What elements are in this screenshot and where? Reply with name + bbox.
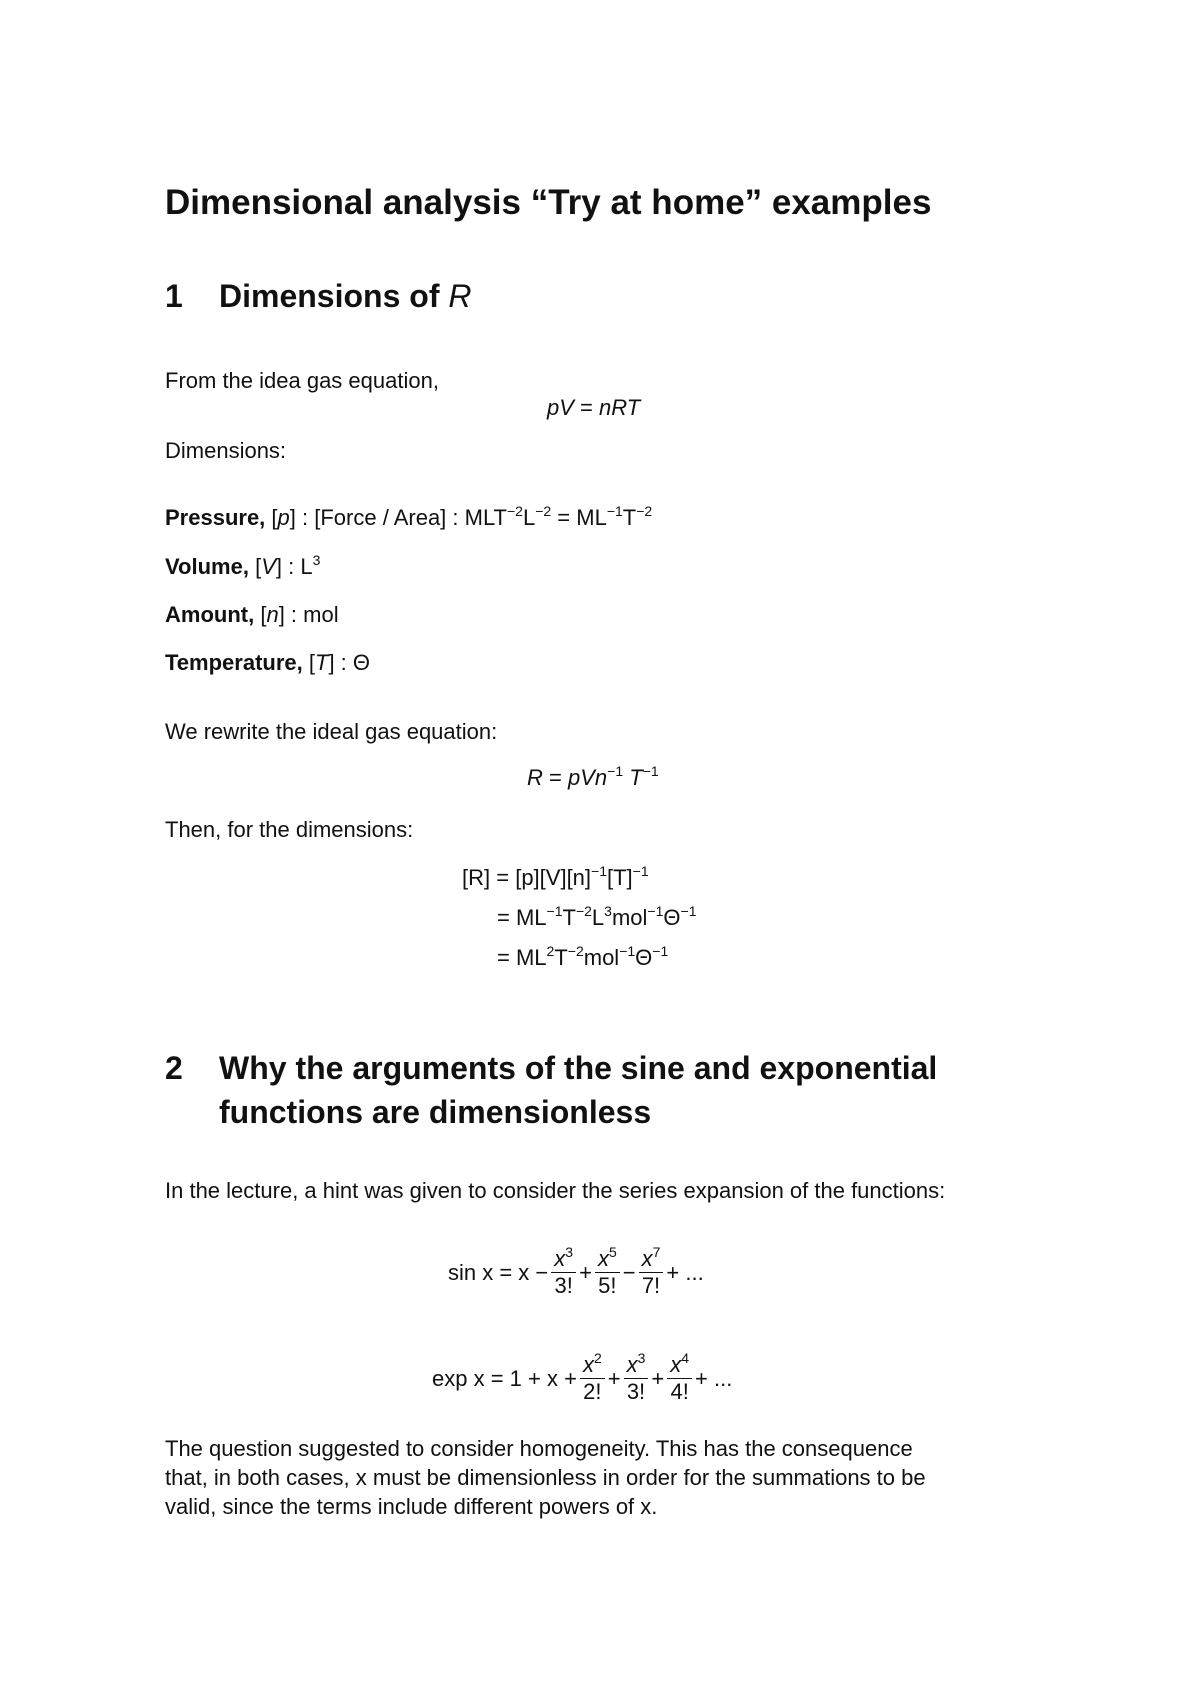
conclusion-paragraph xyxy=(165,1434,926,1521)
r-eq-pvn: pVn xyxy=(568,765,608,790)
deriv-1-a: [R] xyxy=(462,865,491,890)
sin-tail: + ... xyxy=(666,1259,704,1285)
derivation-line-3 xyxy=(497,945,668,971)
exp-term-3 xyxy=(667,1352,692,1405)
r-eq-exp-2: −1 xyxy=(642,763,659,779)
def-amount: Amount, [n] : mol xyxy=(165,602,339,627)
then-text: Then, for the dimensions: xyxy=(165,817,414,842)
exp-t2-exp: 3 xyxy=(637,1350,646,1366)
deriv-1-d: [T] xyxy=(607,865,633,890)
def-temperature: Temperature, [T] : Θ xyxy=(165,650,371,675)
r-equation xyxy=(527,765,659,791)
def-volume-exp: 3 xyxy=(312,552,321,568)
gas-eq-equals: = xyxy=(580,395,593,420)
exp-op-2: + xyxy=(651,1365,665,1391)
section-1-heading-symbol: R xyxy=(448,278,472,314)
deriv-2-e: L xyxy=(591,905,605,930)
deriv-2-b: −1 xyxy=(546,903,563,919)
sin-series xyxy=(448,1246,704,1299)
exp-t3-den: 4! xyxy=(670,1379,689,1404)
gas-eq-rhs: nRT xyxy=(599,395,641,420)
deriv-1-b: = [p][V][n] xyxy=(496,865,592,890)
exp-tail: + ... xyxy=(695,1365,733,1391)
deriv-2-c: T xyxy=(562,905,576,930)
deriv-3-h: −1 xyxy=(652,943,669,959)
deriv-2-j: −1 xyxy=(680,903,697,919)
exp-lead: exp x = 1 + x + xyxy=(432,1365,577,1391)
sin-t1-den: 3! xyxy=(554,1273,573,1298)
exp-t2-den: 3! xyxy=(626,1379,646,1404)
def-amount-symbol: n xyxy=(266,602,279,627)
derivation-line-1 xyxy=(462,865,649,891)
deriv-1-e: −1 xyxy=(632,863,649,879)
exp-t3-exp: 4 xyxy=(681,1350,690,1366)
rewrite-text: We rewrite the ideal gas equation: xyxy=(165,719,498,744)
def-pressure-base-2: L xyxy=(522,505,536,530)
dimensions-label: Dimensions: xyxy=(165,438,287,463)
r-eq-t: T xyxy=(629,765,643,790)
section-1-heading-text: Dimensions of xyxy=(219,278,440,314)
exp-t1-exp: 2 xyxy=(593,1350,602,1366)
deriv-2-g: mol xyxy=(611,905,648,930)
deriv-3-a: = ML xyxy=(497,945,547,970)
r-eq-lhs: R xyxy=(527,765,543,790)
def-volume-symbol: V xyxy=(261,554,276,579)
deriv-2-f: 3 xyxy=(604,903,612,919)
gas-eq-lhs: pV xyxy=(547,395,574,420)
section-1-heading xyxy=(165,278,471,315)
sin-op-2: − xyxy=(622,1259,636,1285)
document-title: Dimensional analysis “Try at home” examples xyxy=(165,183,932,222)
sin-t3-den: 7! xyxy=(641,1273,661,1298)
def-temperature-body: Θ xyxy=(352,650,371,675)
conclusion-line-2: that, in both cases, x must be dimensionless in order for the summations to be xyxy=(165,1465,926,1490)
deriv-2-i: Θ xyxy=(663,905,681,930)
def-volume-body: L xyxy=(300,554,313,579)
conclusion-line-1: The question suggested to consider homogeneity. This has the consequence xyxy=(165,1436,913,1461)
sin-t2-den: 5! xyxy=(598,1273,617,1298)
sin-term-1 xyxy=(551,1246,576,1299)
def-pressure-exp-3: −1 xyxy=(606,503,623,519)
section-2-number: 2 xyxy=(165,1050,183,1086)
def-pressure-base-4: T xyxy=(622,505,637,530)
exp-op-1: + xyxy=(607,1365,621,1391)
exp-t1-num: x xyxy=(582,1352,594,1377)
exp-t3-num: x xyxy=(670,1352,682,1377)
def-pressure-exp-2: −2 xyxy=(535,503,552,519)
section-2-heading-line-1: Why the arguments of the sine and exponential xyxy=(219,1050,938,1086)
deriv-1-c: −1 xyxy=(591,863,607,879)
def-pressure-base-3: = ML xyxy=(551,505,607,530)
deriv-2-h: −1 xyxy=(647,903,664,919)
sin-op-1: + xyxy=(579,1259,592,1285)
deriv-3-e: mol xyxy=(583,945,620,970)
exp-t1-den: 2! xyxy=(583,1379,602,1404)
sin-t2-num: x xyxy=(597,1246,609,1271)
sin-term-2 xyxy=(595,1246,620,1299)
sin-t2-exp: 5 xyxy=(608,1244,617,1260)
def-pressure-name: Pressure, xyxy=(165,505,266,530)
sin-t3-exp: 7 xyxy=(652,1244,661,1260)
section-2-heading xyxy=(165,1046,937,1134)
def-volume: Volume, [V] : $L^3$ xyxy=(165,552,321,579)
exp-series xyxy=(432,1352,732,1405)
deriv-3-g: Θ xyxy=(635,945,653,970)
def-volume-name: Volume, xyxy=(165,554,249,579)
sin-t1-exp: 3 xyxy=(565,1244,574,1260)
r-eq-exp-1: −1 xyxy=(607,763,624,779)
def-pressure-exp-1: −2 xyxy=(507,503,523,519)
def-pressure: Pressure, [p] : [Force / Area] : $MLT^{-2}L^{-2} = ML^{-1}T^{-2}$ xyxy=(165,503,653,530)
exp-term-1 xyxy=(580,1352,605,1405)
section-1-number: 1 xyxy=(165,278,183,314)
gas-equation xyxy=(547,395,640,421)
derivation-line-2 xyxy=(497,905,696,931)
r-eq-equals: = xyxy=(549,765,562,790)
deriv-3-f: −1 xyxy=(619,943,636,959)
section-1-intro: From the idea gas equation, xyxy=(165,368,439,393)
deriv-2-a: = ML xyxy=(497,905,547,930)
sin-lead: sin x = x − xyxy=(448,1259,549,1285)
conclusion-line-3: valid, since the terms include different powers of x. xyxy=(165,1494,658,1519)
def-pressure-body: [Force / Area] : MLT xyxy=(314,505,507,530)
sin-t3-num: x xyxy=(641,1246,653,1271)
section-2-intro: In the lecture, a hint was given to consider the series expansion of the functions: xyxy=(165,1178,946,1203)
sin-term-3 xyxy=(639,1246,664,1299)
section-2-heading-line-2: functions are dimensionless xyxy=(219,1094,652,1130)
exp-t2-num: x xyxy=(626,1352,638,1377)
def-pressure-symbol: p xyxy=(277,505,290,530)
def-temperature-name: Temperature, xyxy=(165,650,303,675)
deriv-3-b: 2 xyxy=(546,943,555,959)
def-pressure-exp-4: −2 xyxy=(636,503,653,519)
deriv-3-d: −2 xyxy=(567,943,584,959)
def-amount-name: Amount, xyxy=(165,602,255,627)
sin-t1-num: x xyxy=(554,1246,566,1271)
def-amount-body: mol xyxy=(303,602,339,627)
def-temperature-symbol: T xyxy=(314,650,329,675)
exp-term-2 xyxy=(624,1352,649,1405)
deriv-3-c: T xyxy=(554,945,568,970)
deriv-2-d: −2 xyxy=(575,903,592,919)
